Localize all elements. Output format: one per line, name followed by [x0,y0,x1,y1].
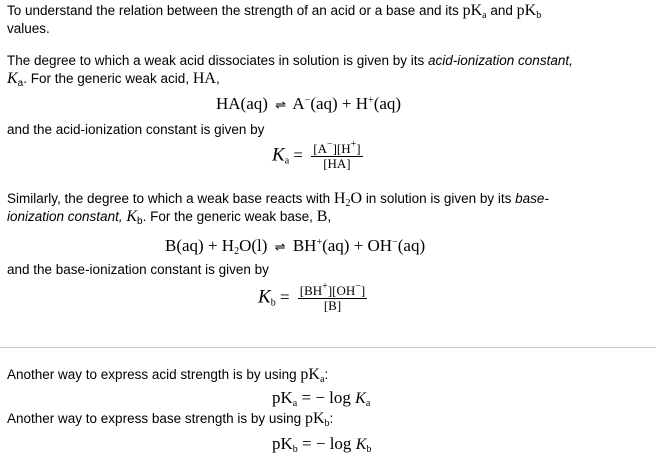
base-constant-intro: and the base-ionization constant is given by [7,262,269,277]
equilibrium-arrow-icon: ⇌ [275,97,287,112]
intro-paragraph: To understand the relation between the strength of an acid or a base and its $pK_a$ and $pK_b$ values. [7,2,542,36]
pkb-formula: $pK_b$ = − $\log K_b$ [272,434,372,455]
pka-formula: $pK_a$ = − $\log K_a$ [272,388,371,409]
acid-dissociation-equation: HA(aq) ⇌ A−(aq) + H+(aq) [216,94,402,113]
acid-definition-paragraph: The degree to which a weak acid dissociates in solution is given by its acid-ionization constant, $K_a$. For the generic weak acid, HA, [7,53,573,89]
equilibrium-arrow-icon: ⇌ [274,239,286,254]
kb-formula: $K_b$ = $\frac{[BH^+][OH^-]}{[B]}$ [258,281,366,313]
base-strength-line: Another way to express base strength is by using $pK_b$: [7,410,334,429]
acid-constant-intro: and the acid-ionization constant is given by [7,122,265,137]
ka-formula: $K_a$ = $\frac{[A^-][H^+]}{[HA]}$ [272,139,361,171]
acid-strength-line: Another way to express acid strength is by using $pK_a$: [7,366,329,385]
base-definition-paragraph: Similarly, the degree to which a weak base reacts with $H_2O$ in solution is given by its base- ionization constant, $K_b$. For the generic weak base, B, [7,190,549,227]
base-ionization-equation: $B(aq) + H_2O(l)$ ⇌ BH+(aq) + OH−(aq) [165,236,426,257]
section-divider [0,347,656,348]
